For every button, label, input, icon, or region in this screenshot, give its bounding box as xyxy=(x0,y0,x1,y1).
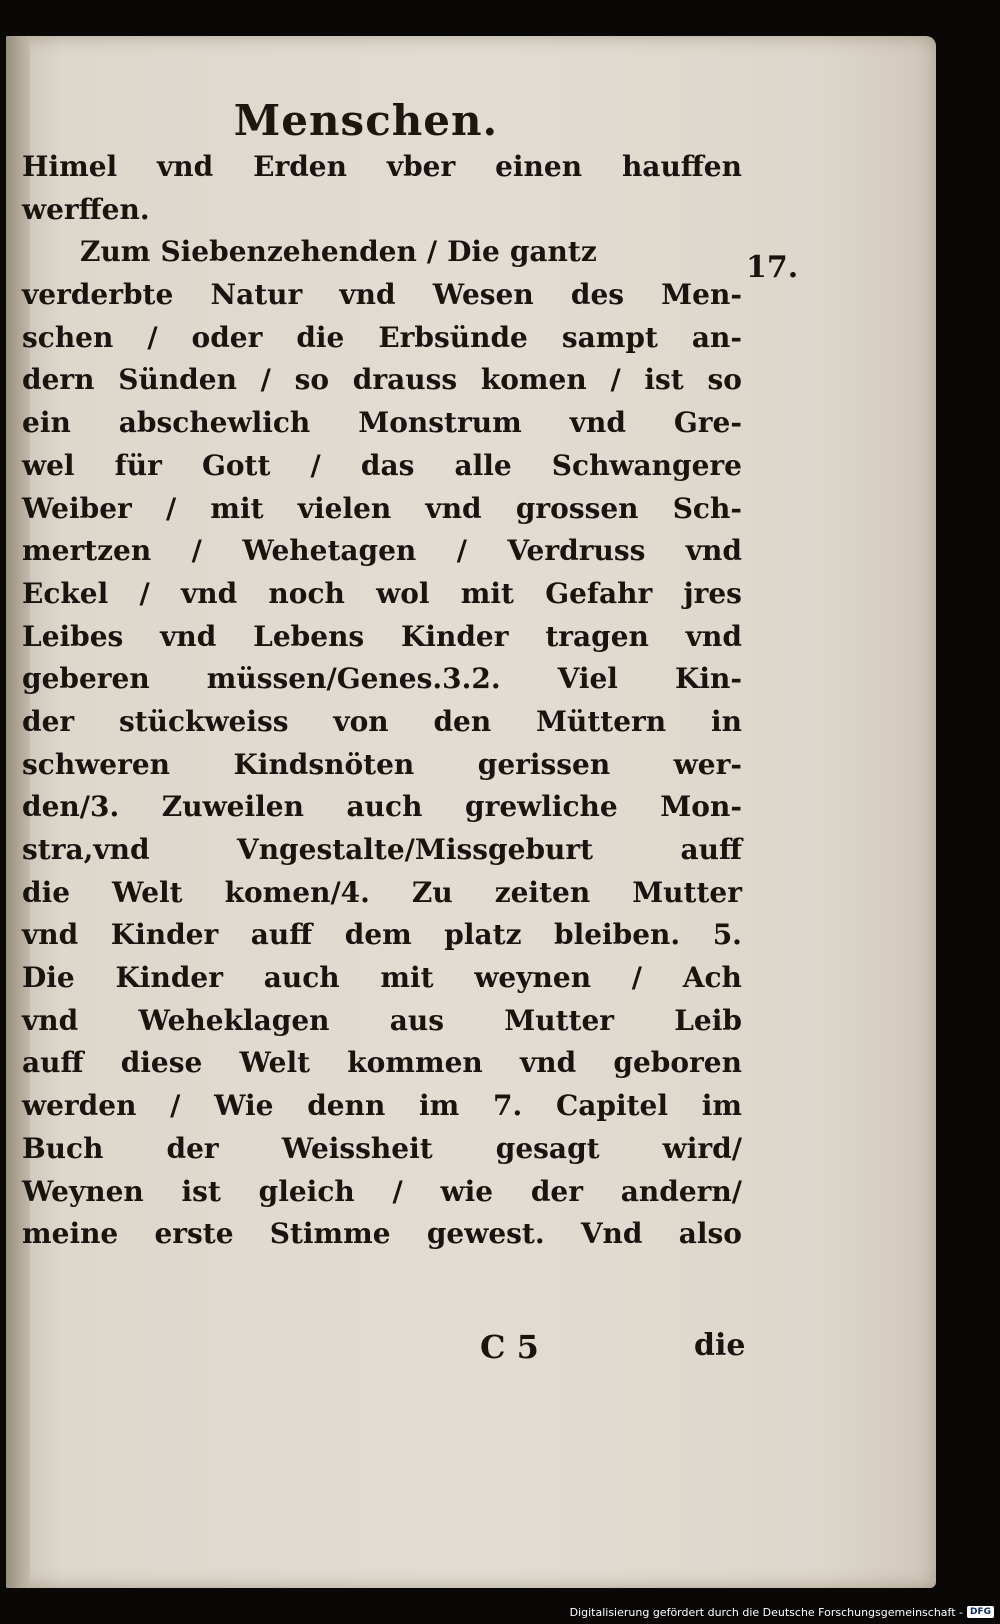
word: noch xyxy=(268,576,345,610)
word: tragen xyxy=(545,619,649,653)
margin-note: 17. xyxy=(746,250,799,285)
word: geberen xyxy=(22,662,150,696)
footer-credit xyxy=(570,1602,994,1622)
word: vnd xyxy=(685,534,742,568)
word: vnd xyxy=(339,278,396,312)
word: ist xyxy=(644,363,684,397)
text-line xyxy=(22,705,742,748)
word: Viel xyxy=(557,662,618,696)
word: Kinder xyxy=(110,918,219,952)
word: auff xyxy=(22,1046,84,1080)
word: drauss xyxy=(352,363,458,397)
word: dem xyxy=(344,918,412,952)
word: / xyxy=(170,1089,181,1123)
word: alle xyxy=(454,448,512,482)
text-line xyxy=(22,492,742,535)
word: Kin- xyxy=(675,662,742,696)
text-line xyxy=(22,748,742,791)
word: komen xyxy=(480,363,587,397)
word: komen/4. xyxy=(224,875,370,909)
word: Gefahr xyxy=(545,576,653,610)
word: Stimme xyxy=(269,1217,391,1251)
word: vnd xyxy=(160,619,217,653)
word: grewliche xyxy=(464,790,618,824)
book-page xyxy=(6,36,936,1588)
text-line xyxy=(22,193,742,236)
word: auch xyxy=(263,961,340,995)
word: oder xyxy=(191,320,263,354)
text-line xyxy=(22,833,742,876)
text-line xyxy=(22,363,742,406)
text-line xyxy=(22,620,742,663)
word: / xyxy=(631,961,643,995)
text-line xyxy=(22,961,742,1004)
word: Lebens xyxy=(253,619,365,653)
word: Leib xyxy=(674,1003,742,1037)
word: Erbsünde xyxy=(378,320,528,354)
text-line xyxy=(22,321,742,364)
word: im xyxy=(701,1089,742,1123)
word: Natur xyxy=(210,278,303,312)
word: grossen xyxy=(515,491,639,525)
word: im xyxy=(419,1089,460,1123)
word: abschewlich xyxy=(118,406,311,440)
word: stückweiss xyxy=(118,704,289,738)
text-line xyxy=(22,449,742,492)
word: also xyxy=(678,1217,742,1251)
text-line xyxy=(22,534,742,577)
word: werffen. xyxy=(22,192,150,226)
word: Weissheit xyxy=(281,1131,433,1165)
word: gantz xyxy=(509,235,597,269)
word: kommen xyxy=(347,1046,483,1080)
word: den/3. xyxy=(22,790,120,824)
word: gerissen xyxy=(477,747,611,781)
text-line xyxy=(22,790,742,833)
word: der xyxy=(166,1131,219,1165)
word: / xyxy=(260,363,271,397)
word: schen xyxy=(22,320,114,354)
text-line xyxy=(22,406,742,449)
word: 5. xyxy=(712,918,742,952)
word: Ach xyxy=(682,961,742,995)
word: der xyxy=(22,704,75,738)
word: geboren xyxy=(613,1046,742,1080)
text-line xyxy=(22,1046,742,1089)
word: / xyxy=(147,320,158,354)
word: das xyxy=(360,448,415,482)
word: werden xyxy=(22,1089,137,1123)
word: Weheklagen xyxy=(138,1003,330,1037)
text-line xyxy=(22,1217,742,1260)
word: auff xyxy=(250,918,313,952)
word: dern xyxy=(22,363,95,397)
word: wird/ xyxy=(662,1131,742,1165)
word: Sch- xyxy=(672,491,742,525)
word: so xyxy=(294,363,330,397)
word: sampt xyxy=(561,320,658,354)
word: vnd xyxy=(22,1003,79,1037)
word: vnd xyxy=(569,406,626,440)
word: Verdruss xyxy=(507,534,646,568)
word: einen xyxy=(495,150,583,183)
word: wel xyxy=(22,448,75,482)
word: Müttern xyxy=(536,704,667,738)
word: Zum xyxy=(80,235,151,269)
word: / xyxy=(426,235,438,269)
word: des xyxy=(570,278,625,312)
word: Vngestalte/Missgeburt xyxy=(236,833,594,866)
text-line xyxy=(22,1132,742,1175)
word: der xyxy=(530,1174,583,1208)
word: bleiben. xyxy=(554,918,681,952)
word: gewest. xyxy=(426,1217,545,1251)
word: ist xyxy=(181,1174,221,1208)
text-line xyxy=(22,235,742,278)
word: auch xyxy=(346,790,423,824)
word: Wehetagen xyxy=(242,534,417,568)
text-line xyxy=(22,577,742,620)
word: gleich xyxy=(258,1174,355,1208)
text-line xyxy=(22,918,742,961)
text-line xyxy=(22,1004,742,1047)
word: / xyxy=(610,363,621,397)
word: die xyxy=(296,320,345,354)
word: Leibes xyxy=(22,619,124,653)
word: Vnd xyxy=(580,1217,643,1251)
word: vielen xyxy=(297,491,392,525)
word: Wesen xyxy=(432,278,534,312)
word: vnd xyxy=(180,576,238,610)
word: Welt xyxy=(239,1046,311,1080)
word: Siebenzehenden xyxy=(160,235,417,269)
word: Kinder xyxy=(115,961,223,995)
word: vnd xyxy=(22,918,79,952)
word: vnd xyxy=(425,491,482,525)
word: verderbte xyxy=(22,278,174,312)
word: den xyxy=(433,704,492,738)
word: ein xyxy=(22,406,71,440)
word: Himel xyxy=(22,150,118,183)
word: weynen xyxy=(474,961,592,995)
text-line xyxy=(22,278,742,321)
word: Buch xyxy=(22,1131,104,1165)
word: gesagt xyxy=(495,1131,600,1165)
word: platz xyxy=(444,918,522,952)
word: zeiten xyxy=(494,875,591,909)
text-line xyxy=(22,1175,742,1218)
word: meine xyxy=(22,1217,119,1251)
word: denn xyxy=(307,1089,386,1123)
word: Kinder xyxy=(401,619,509,653)
word: wer- xyxy=(673,747,742,781)
word: Eckel xyxy=(22,576,109,610)
text-line xyxy=(22,1089,742,1132)
word: Gott xyxy=(201,448,271,482)
word: Weynen xyxy=(22,1174,144,1208)
word: mit xyxy=(380,961,434,995)
word: diese xyxy=(120,1046,203,1080)
word: an- xyxy=(691,320,742,354)
word: stra,vnd xyxy=(22,833,150,866)
word: / xyxy=(310,448,321,482)
word: vber xyxy=(386,150,456,183)
word: 7. xyxy=(493,1089,523,1123)
word: Gre- xyxy=(673,406,742,440)
text-line xyxy=(22,662,742,705)
word: Monstrum xyxy=(358,406,522,440)
word: die xyxy=(22,875,71,909)
word: Wie xyxy=(214,1089,274,1123)
word: so xyxy=(707,363,742,397)
word: Sünden xyxy=(118,363,237,397)
catchword: die xyxy=(694,1328,746,1363)
word: Mutter xyxy=(504,1003,615,1037)
signature-mark: C 5 xyxy=(480,1328,539,1366)
word: / xyxy=(139,576,150,610)
word: Mutter xyxy=(632,875,742,909)
word: mertzen xyxy=(22,534,152,568)
word: hauffen xyxy=(621,150,742,183)
word: vnd xyxy=(685,619,742,653)
word: / xyxy=(165,491,177,525)
word: / xyxy=(392,1174,403,1208)
text-line xyxy=(22,876,742,919)
word: vnd xyxy=(157,150,214,183)
word: Die xyxy=(22,961,75,995)
word: Weiber xyxy=(22,491,132,525)
word: jres xyxy=(683,576,742,610)
word: erste xyxy=(154,1217,234,1251)
word: Zuweilen xyxy=(161,790,304,824)
word: mit xyxy=(210,491,264,525)
text-line xyxy=(22,150,742,193)
word: müssen/Genes.3.2. xyxy=(206,662,501,696)
word: schweren xyxy=(22,747,171,781)
running-head: Menschen. xyxy=(233,96,499,145)
word: in xyxy=(710,704,742,738)
word: aus xyxy=(389,1003,444,1037)
word: Capitel xyxy=(555,1089,669,1123)
word: Erden xyxy=(253,150,347,183)
word: für xyxy=(114,448,162,482)
word: mit xyxy=(460,576,514,610)
word: andern/ xyxy=(620,1174,742,1208)
dfg-logo: DFG xyxy=(967,1606,994,1618)
word: Die xyxy=(447,235,500,269)
word: auff xyxy=(680,833,742,866)
word: Kindsnöten xyxy=(233,747,415,781)
word: Men- xyxy=(661,278,742,312)
word: von xyxy=(333,704,389,738)
footer-text: Digitalisierung gefördert durch die Deutsche Forschungsgemeinschaft - xyxy=(569,1605,963,1619)
word: Schwangere xyxy=(551,448,742,482)
body-text xyxy=(22,150,742,1260)
word: / xyxy=(191,534,202,568)
word: vnd xyxy=(519,1046,577,1080)
word: wie xyxy=(440,1174,494,1208)
word: Welt xyxy=(112,875,183,909)
word: Zu xyxy=(411,875,453,909)
word: / xyxy=(456,534,467,568)
word: wol xyxy=(376,576,430,610)
word: Mon- xyxy=(660,790,742,824)
